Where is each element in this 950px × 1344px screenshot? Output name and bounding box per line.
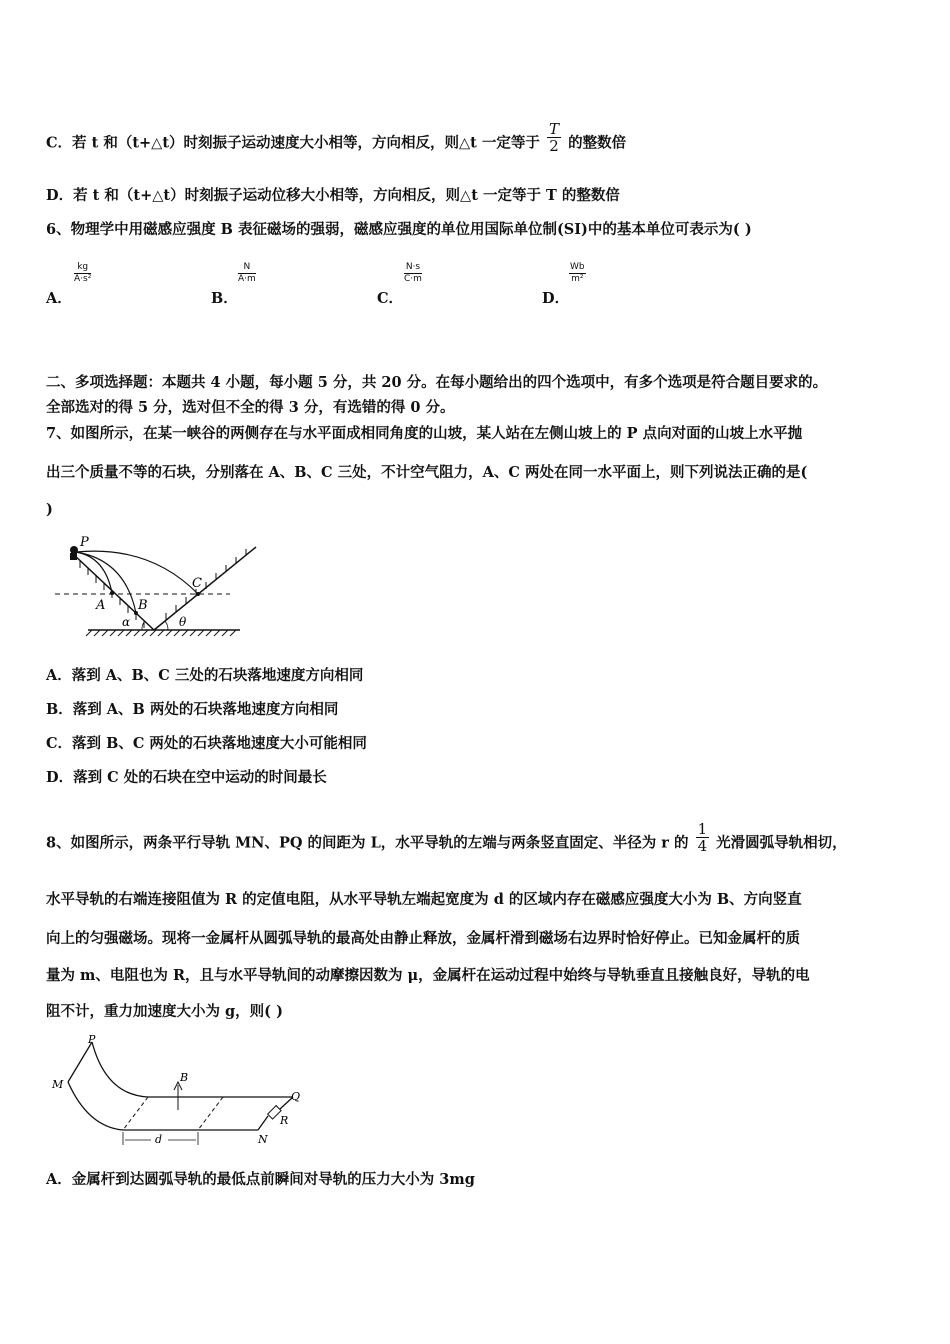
fraction-denominator: 2 xyxy=(549,137,559,155)
q6-option-c-fraction xyxy=(404,262,422,285)
q8-stem-line4: 量为 m、电阻也为 R，且与水平导轨间的动摩擦因数为 μ，金属杆在运动过程中始终与导轨垂直且接触良好，导轨的电 xyxy=(46,967,810,984)
q6-option-d-fraction xyxy=(569,262,586,285)
label-b: B xyxy=(180,1071,189,1084)
fraction-denominator: A·m xyxy=(238,274,256,284)
q8-option-a: A．金属杆到达圆弧导轨的最低点前瞬间对导轨的压力大小为 3mg xyxy=(46,1171,475,1188)
fraction-numerator: kg xyxy=(74,262,91,274)
q8-stem-line2: 水平导轨的右端连接阻值为 R 的定值电阻，从水平导轨左端起宽度为 d 的区域内存在磁感应强度大小为 B、方向竖直 xyxy=(46,891,802,908)
q7-stem-line2: 出三个质量不等的石块，分别落在 A、B、C 三处，不计空气阻力，A、C 两处在同一水平面上，则下列说法正确的是( xyxy=(46,464,808,481)
label-c: C xyxy=(192,576,202,591)
label-p: P xyxy=(88,1035,96,1046)
q8-stem-line1 xyxy=(46,820,847,860)
q7-stem-line3: ) xyxy=(46,501,53,518)
label-r: R xyxy=(280,1114,289,1127)
q7-option-b: B．落到 A、B 两处的石块落地速度方向相同 xyxy=(46,701,339,718)
fraction-denominator: 4 xyxy=(697,837,708,855)
fraction-numerator: Wb xyxy=(570,262,585,272)
q6-stem: 6、物理学中用磁感应强度 B 表征磁场的强弱，磁感应强度的单位用国际单位制(SI)中的基本单位可表示为( ) xyxy=(46,221,752,238)
label-p: P xyxy=(80,535,89,550)
label-n: N xyxy=(258,1133,268,1146)
q5-option-d: D．若 t 和（t+△t）时刻振子运动位移大小相等，方向相反，则△t 一定等于 T 的整数倍 xyxy=(46,187,620,204)
q7-valley-figure xyxy=(50,535,265,640)
q8-stem-line1-text: 8、如图所示，两条平行导轨 MN、PQ 的间距为 L，水平导轨的左端与两条竖直固定、半径为 r 的 xyxy=(46,834,689,852)
label-b: B xyxy=(138,598,148,613)
fraction-denominator: A·s² xyxy=(74,274,92,284)
fraction-numerator: 1 xyxy=(697,820,708,838)
q8-stem-line5: 阻不计，重力加速度大小为 g，则( ) xyxy=(46,1003,283,1020)
q5-option-c-suffix: 的整数倍 xyxy=(568,134,627,152)
label-d: d xyxy=(155,1133,163,1146)
q6-option-a-fraction xyxy=(74,262,91,285)
label-theta: θ xyxy=(179,615,187,629)
q5-option-c-text: C．若 t 和（t+△t）时刻振子运动速度大小相等，方向相反，则△t 一定等于 xyxy=(46,134,540,152)
fraction-denominator: C·m xyxy=(404,274,422,284)
q6-option-c-label: C． xyxy=(377,290,404,307)
label-a: A xyxy=(96,598,106,613)
q6-option-a-label: A． xyxy=(46,290,72,307)
label-q: Q xyxy=(291,1090,301,1103)
q8-stem-line1-suffix: 光滑圆弧导轨相切， xyxy=(716,834,847,852)
fraction-t-over-2 xyxy=(547,121,561,154)
q6-option-d-label: D． xyxy=(542,290,570,307)
fraction-numerator: T xyxy=(549,120,560,138)
label-alpha: α xyxy=(122,615,131,629)
label-m: M xyxy=(52,1078,64,1091)
q8-stem-line3: 向上的匀强磁场。现将一金属杆从圆弧导轨的最高处由静止释放，金属杆滑到磁场右边界时恰好停止。已知金属杆的质 xyxy=(46,930,800,947)
fraction-one-quarter xyxy=(696,821,710,854)
q7-option-a: A．落到 A、B、C 三处的石块落地速度方向相同 xyxy=(46,667,364,684)
q7-stem-line1: 7、如图所示，在某一峡谷的两侧存在与水平面成相同角度的山坡，某人站在左侧山坡上的 P 点向对面的山坡上水平抛 xyxy=(46,425,803,442)
section2-heading-line1: 二、多项选择题：本题共 4 小题，每小题 5 分，共 20 分。在每小题给出的四个选项中，有多个选项是符合题目要求的。 xyxy=(46,374,828,391)
q7-option-c: C．落到 B、C 两处的石块落地速度大小可能相同 xyxy=(46,735,367,752)
q7-option-d: D．落到 C 处的石块在空中运动的时间最长 xyxy=(46,769,327,786)
fraction-numerator: N·s xyxy=(405,262,421,272)
fraction-numerator: N xyxy=(238,262,256,274)
q6-option-b-fraction xyxy=(238,262,256,285)
q5-option-c xyxy=(46,120,627,160)
q8-rail-figure xyxy=(48,1035,308,1150)
fraction-denominator: m² xyxy=(571,274,584,284)
q6-option-b-label: B． xyxy=(211,290,238,307)
section2-heading-line2: 全部选对的得 5 分，选对但不全的得 3 分，有选错的得 0 分。 xyxy=(46,399,455,416)
